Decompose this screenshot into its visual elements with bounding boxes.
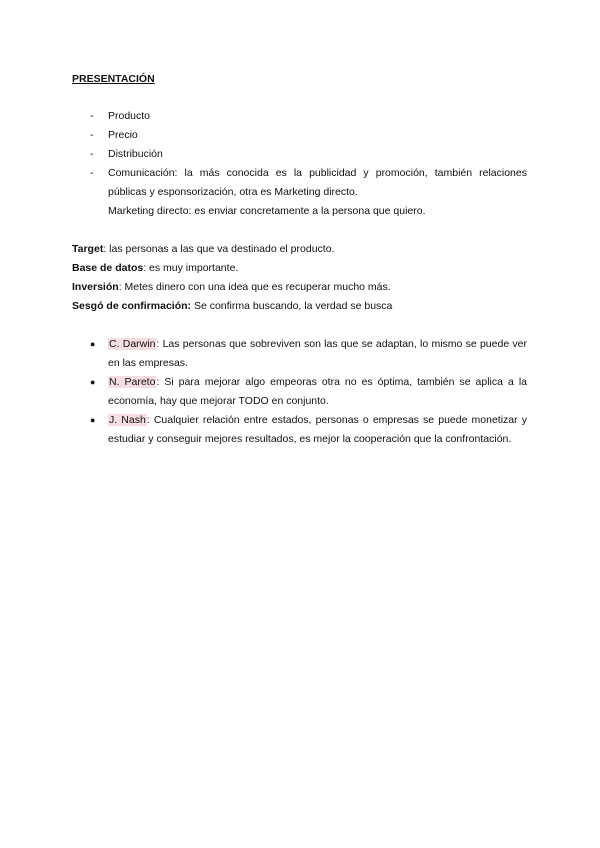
dash-marker: - — [90, 167, 94, 179]
definition: Base de datos: es muy importante. — [72, 262, 239, 274]
definition-term: Inversión — [72, 281, 119, 293]
list-item: ● J. Nash: Cualquier relación entre estados, personas o empresas se puede monetizar y estudiar y conseguir mejores resultados, es mejor la cooperación que la confrontación. — [90, 411, 527, 449]
list-item: - Producto — [90, 107, 527, 126]
list-item: ● C. Darwin: Las personas que sobreviven son las que se adaptan, lo mismo se puede ver en las empresas. — [90, 335, 527, 373]
bullet-icon: ● — [90, 415, 96, 425]
highlighted-name: J. Nash — [109, 414, 146, 426]
definition: Target: las personas a las que va destinado el producto. — [72, 243, 335, 255]
definition-term: Sesgó de confirmación: — [72, 300, 192, 312]
definition: Inversión: Metes dinero con una idea que es recuperar mucho más. — [72, 281, 391, 293]
dash-marker: - — [90, 129, 94, 141]
definition-term: Target — [72, 243, 104, 255]
list-item: ● N. Pareto: Si para mejorar algo empeoras otra no es óptima, también se aplica a la economía, hay que mejorar TODO en conjunto. — [90, 373, 527, 411]
list-item: - Comunicación: la más conocida es la publicidad y promoción, también relaciones públicas y esponsorización, otra es Marketing directo. Marketing directo: es enviar concretamente a la persona que quiero. — [90, 164, 527, 221]
bullet-icon: ● — [90, 339, 96, 349]
dash-marker: - — [90, 110, 94, 122]
highlighted-name: N. Pareto — [109, 376, 156, 388]
authors-list — [72, 335, 527, 449]
marketing-mix-list — [72, 107, 527, 221]
page-title: PRESENTACIÓN — [72, 73, 155, 85]
definition: Sesgó de confirmación: Se confirma buscando, la verdad se busca — [72, 300, 393, 312]
list-item: - Precio — [90, 126, 527, 145]
definition-term: Base de datos — [72, 262, 144, 274]
list-item-subtext: Marketing directo: es enviar concretamente a la persona que quiero. — [108, 205, 426, 217]
dash-marker: - — [90, 148, 94, 160]
highlighted-name: C. Darwin — [109, 338, 156, 350]
definitions — [72, 240, 527, 316]
bullet-icon: ● — [90, 377, 96, 387]
list-item: - Distribución — [90, 145, 527, 164]
